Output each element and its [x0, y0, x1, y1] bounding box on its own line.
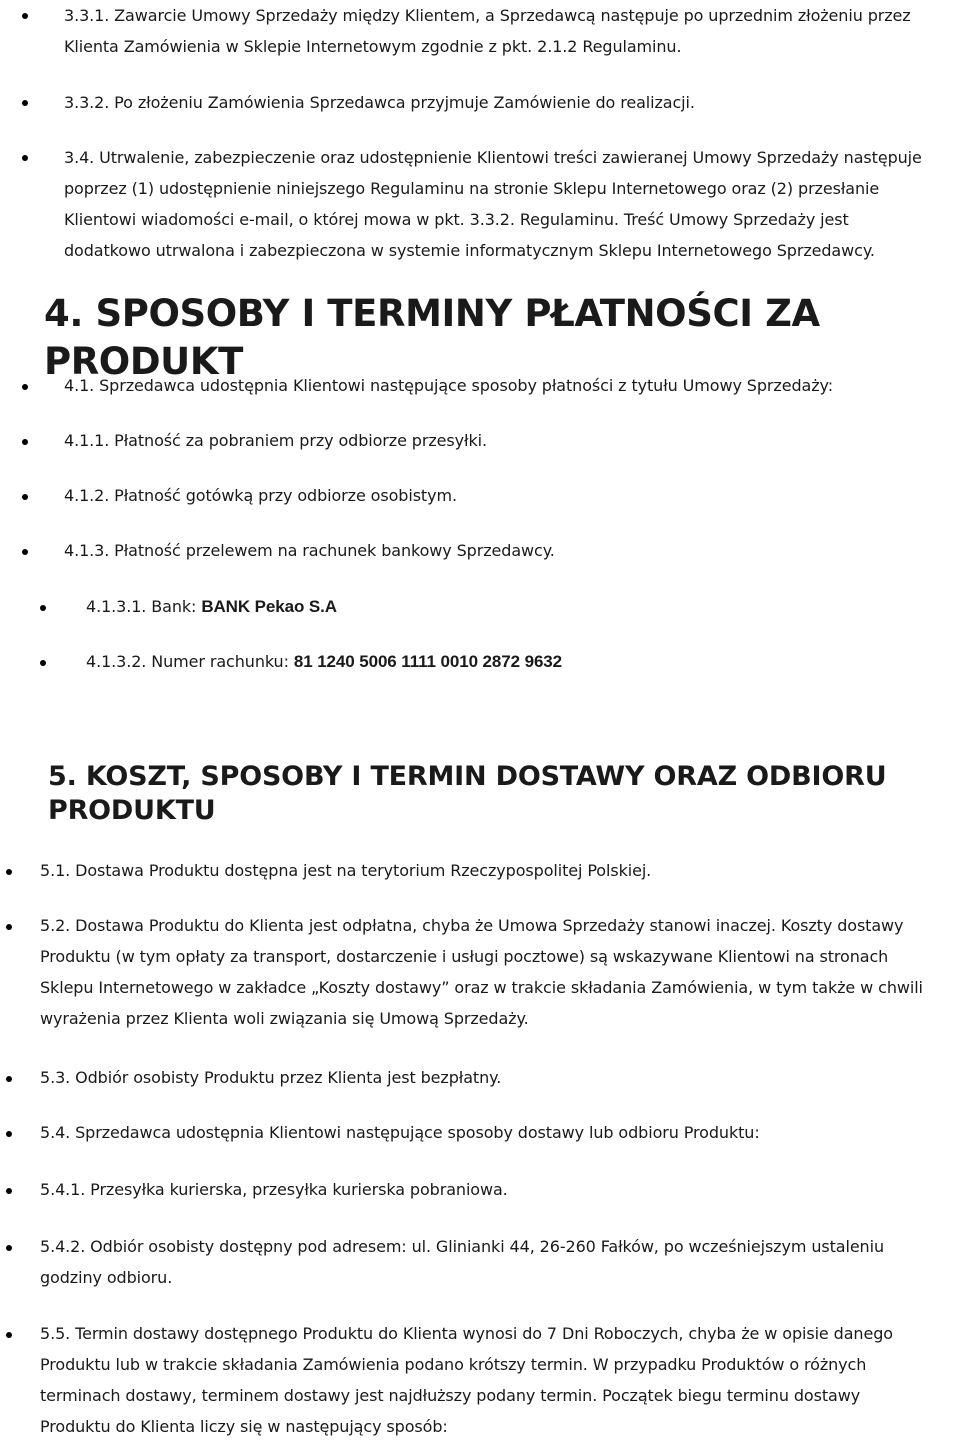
bullet: [6, 1188, 12, 1194]
paragraph-line: wyrażenia przez Klienta woli związania się Umową Sprzedaży.: [40, 1009, 529, 1028]
item-prefix: 4.1.3.1. Bank:: [86, 597, 202, 616]
paragraph-line: 4.1.1. Płatność za pobraniem przy odbiorze przesyłki.: [64, 431, 487, 450]
paragraph-line: 4.1. Sprzedawca udostępnia Klientowi następujące sposoby płatności z tytułu Umowy Sprzedaży:: [64, 376, 833, 395]
bullet: [6, 924, 12, 930]
paragraph-line: 5.2. Dostawa Produktu do Klienta jest odpłatna, chyba że Umowa Sprzedaży stanowi inaczej. Koszty dostawy: [40, 916, 904, 935]
paragraph-line: 3.3.1. Zawarcie Umowy Sprzedaży między Klientem, a Sprzedawcą następuje po uprzednim złożeniu przez: [64, 6, 911, 25]
paragraph-line: Produktu lub w trakcie składania Zamówienia podano krótszy termin. W przypadku Produktów o różnych: [40, 1355, 867, 1374]
list-item-3-3-2: [64, 87, 944, 118]
list-item-5-5: [40, 1318, 954, 1442]
bullet: [22, 384, 28, 390]
paragraph-line: dodatkowo utrwalona i zabezpieczona w systemie informatycznym Sklepu Internetowego Sprzedawcy.: [64, 241, 875, 260]
paragraph-line: 5.5. Termin dostawy dostępnego Produktu do Klienta wynosi do 7 Dni Roboczych, chyba że w opisie danego: [40, 1324, 893, 1343]
list-item-5-3: [40, 1062, 950, 1093]
list-item-5-4-1: [40, 1174, 950, 1205]
paragraph-line: 5.1. Dostawa Produktu dostępna jest na terytorium Rzeczypospolitej Polskiej.: [40, 861, 652, 880]
bullet: [6, 1332, 12, 1338]
bullet: [22, 549, 28, 555]
paragraph-line: terminach dostawy, terminem dostawy jest najdłuższy podany termin. Początek biegu terminu dostawy: [40, 1386, 861, 1405]
bullet: [40, 605, 46, 611]
paragraph-line: Produktu (w tym opłaty za transport, dostarczenie i usługi pocztowe) są wskazywane Klientowi na stronach: [40, 947, 889, 966]
paragraph-line: 3.3.2. Po złożeniu Zamówienia Sprzedawca przyjmuje Zamówienie do realizacji.: [64, 93, 695, 112]
bullet: [22, 13, 28, 19]
paragraph-line: Produktu do Klienta liczy się w następujący sposób:: [40, 1417, 448, 1436]
list-item-5-2: [40, 910, 958, 1034]
bullet: [6, 869, 12, 875]
list-item-4-1-1: [64, 425, 944, 456]
paragraph-line: 5.4.1. Przesyłka kurierska, przesyłka kurierska pobraniowa.: [40, 1180, 508, 1199]
bullet: [6, 1245, 12, 1251]
list-item-4-1-3-1: [86, 591, 946, 622]
paragraph-line: godziny odbioru.: [40, 1268, 173, 1287]
paragraph-line: poprzez (1) udostępnienie niniejszego Regulaminu na stronie Sklepu Internetowego oraz (2) przesłanie: [64, 179, 880, 198]
list-item-4-1: [64, 370, 944, 401]
bullet: [22, 100, 28, 106]
paragraph-line: Sklepu Internetowego w zakładce „Koszty dostawy” oraz w trakcie składania Zamówienia, w tym także w chwili: [40, 978, 923, 997]
paragraph-line: 3.4. Utrwalenie, zabezpieczenie oraz udostępnienie Klientowi treści zawieranej Umowy Sprzedaży następuje: [64, 148, 922, 167]
account-number: 81 1240 5006 1111 0010 2872 9632: [293, 652, 563, 671]
list-item-3-4: [64, 142, 954, 266]
list-item-4-1-3-2: [86, 646, 946, 677]
paragraph-line: Klientowi wiadomości e-mail, o której mowa w pkt. 3.3.2. Regulaminu. Treść Umowy Sprzedaży jest: [64, 210, 849, 229]
list-item-4-1-3: [64, 535, 944, 566]
list-item-5-1: [40, 855, 950, 886]
paragraph-line: 4.1.3. Płatność przelewem na rachunek bankowy Sprzedawcy.: [64, 541, 555, 560]
bullet: [40, 660, 46, 666]
item-prefix: 4.1.3.2. Numer rachunku:: [86, 652, 294, 671]
paragraph-line: 5.4. Sprzedawca udostępnia Klientowi następujące sposoby dostawy lub odbioru Produktu:: [40, 1123, 760, 1142]
list-item-3-3-1: [64, 0, 944, 62]
bullet: [22, 494, 28, 500]
list-item-4-1-2: [64, 480, 944, 511]
paragraph-line: Klienta Zamówienia w Sklepie Internetowym zgodnie z pkt. 2.1.2 Regulaminu.: [64, 37, 682, 56]
bank-name: BANK Pekao S.A: [201, 597, 337, 616]
bullet: [22, 155, 28, 161]
section-heading-5: 5. KOSZT, SPOSOBY I TERMIN DOSTAWY ORAZ ODBIORU PRODUKTU: [48, 761, 887, 826]
list-item-5-4: [40, 1117, 950, 1148]
paragraph-line: 5.4.2. Odbiór osobisty dostępny pod adresem: ul. Glinianki 44, 26-260 Fałków, po wcześniejszym ustaleniu: [40, 1237, 884, 1256]
list-item-5-4-2: [40, 1231, 954, 1293]
section-heading-4: 4. SPOSOBY I TERMINY PŁATNOŚCI ZA PRODUKT: [44, 292, 820, 383]
bullet: [6, 1131, 12, 1137]
paragraph-line: 4.1.2. Płatność gotówką przy odbiorze osobistym.: [64, 486, 457, 505]
paragraph-line: 5.3. Odbiór osobisty Produktu przez Klienta jest bezpłatny.: [40, 1068, 502, 1087]
bullet: [22, 439, 28, 445]
bullet: [6, 1076, 12, 1082]
